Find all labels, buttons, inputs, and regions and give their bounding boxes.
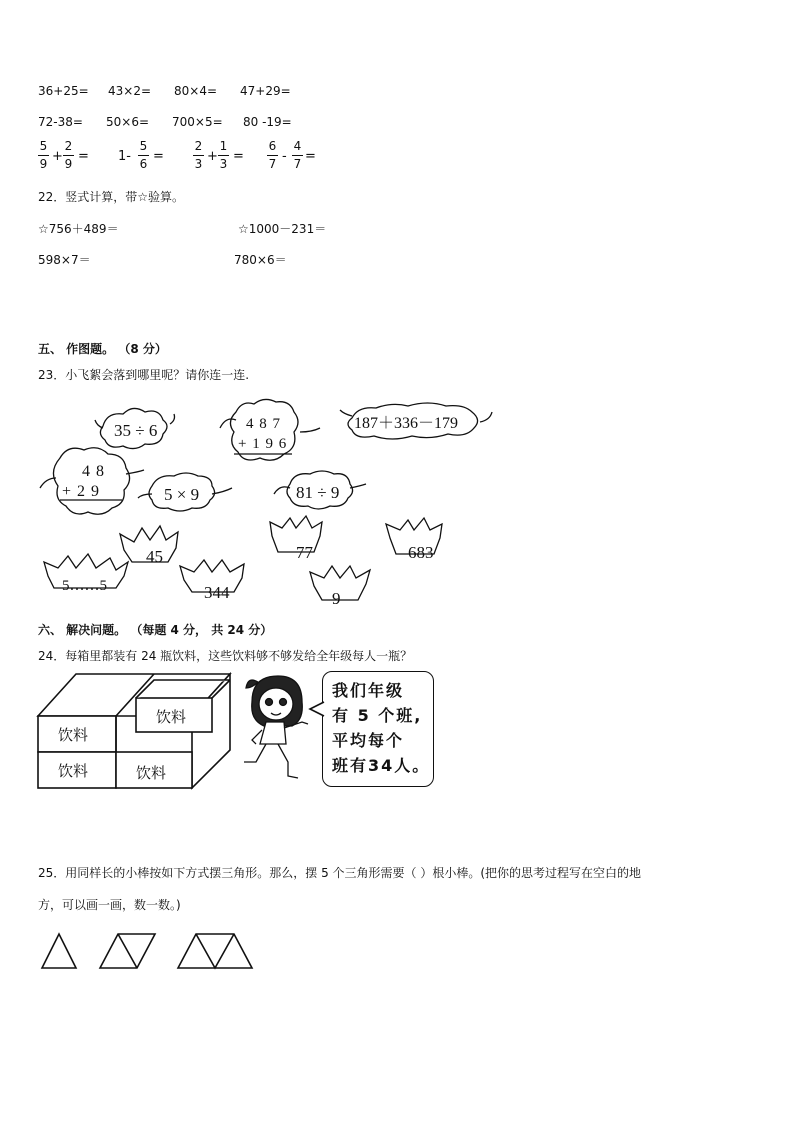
fraction: 2 9 (64, 139, 73, 171)
cloud-48-plus-29[interactable] (40, 448, 144, 515)
cloud-text: 4 8 (82, 463, 105, 480)
grass-text: 45 (146, 547, 163, 566)
calc-item: 598×7＝ (38, 253, 91, 267)
cloud-text: 187＋336－179 (354, 415, 459, 432)
fraction: 1 3 (219, 139, 228, 171)
calc-item: 50×6= (106, 115, 150, 129)
grass-text: 683 (408, 543, 434, 562)
triangle-sticks-figure (38, 928, 268, 974)
fraction: 5 9 (39, 139, 48, 171)
drink-boxes-figure (36, 670, 236, 792)
calc-item: 43×2= (108, 84, 152, 98)
cloud-text: + 1 9 6 (238, 436, 288, 452)
calc-item: ☆756＋489＝ (38, 222, 119, 236)
fraction: 5 6 (139, 139, 148, 171)
cloud-text: 5 × 9 (164, 485, 200, 504)
grass-text: 5……5 (62, 578, 107, 594)
speech-line: 我们年级 (332, 681, 405, 700)
speech-line: 有 5 个班, (332, 706, 423, 725)
grass-text: 344 (204, 583, 230, 602)
question-23-title: 23．小飞絮会落到哪里呢？请你连一连. (38, 368, 250, 382)
calc-item: 780×6＝ (234, 253, 287, 267)
equals-sign: = (153, 149, 164, 164)
grass-text: 77 (296, 543, 313, 562)
box-label: 饮料 (156, 710, 187, 726)
cloud-text: 81 ÷ 9 (296, 483, 340, 502)
speech-line: 班有34人。 (332, 756, 431, 775)
operator: + (207, 149, 218, 164)
question-22-title: 22．竖式计算，带☆验算。 (38, 190, 185, 204)
fraction: 4 7 (293, 139, 302, 171)
fraction: 6 7 (268, 139, 277, 171)
section-heading: 五、 作图题。 （8 分） (38, 342, 167, 356)
operator: 1- (118, 149, 131, 164)
equals-sign: = (233, 149, 244, 164)
box-label: 饮料 (136, 766, 167, 782)
speech-bubble (322, 671, 434, 787)
calc-item: ☆1000－231＝ (238, 222, 327, 236)
equals-sign: = (305, 149, 316, 164)
operator: + (52, 149, 63, 164)
calc-item: 700×5= (172, 115, 223, 129)
calc-item: 36+25= (38, 84, 89, 98)
question-24-title: 24．每箱里都装有 24 瓶饮料，这些饮料够不够发给全年级每人一瓶？ (38, 649, 413, 663)
speech-line: 平均每个 (332, 731, 405, 750)
cloud-text: 35 ÷ 6 (114, 421, 158, 440)
question-25-line2: 方，可以画一画，数一数。) (38, 898, 181, 912)
triangle-3 (178, 934, 252, 968)
operator: - (282, 149, 287, 164)
section-heading: 六、 解决问题。 （每题 4 分， 共 24 分） (38, 623, 273, 637)
dandelion-matching-figure (0, 390, 794, 620)
box-label: 饮料 (58, 728, 89, 744)
calc-item: 80×4= (174, 84, 218, 98)
question-25-line1: 25．用同样长的小棒按如下方式摆三角形。那么，摆 5 个三角形需要（ ）根小棒。(把你的思考过程写在空白的地 (38, 866, 642, 880)
grass-text: 9 (332, 589, 341, 608)
equals-sign: = (78, 149, 89, 164)
calc-item: 47+29= (240, 84, 291, 98)
cloud-text: 4 8 7 (246, 416, 281, 432)
box-label: 饮料 (58, 764, 89, 780)
speech-pointer (308, 700, 326, 718)
cloud-text: + 2 9 (62, 483, 101, 500)
girl-illustration (238, 672, 330, 784)
fraction: 2 3 (194, 139, 203, 171)
calc-item: 80 -19= (243, 115, 292, 129)
calc-item: 72-38= (38, 115, 83, 129)
triangle-1 (42, 934, 76, 968)
triangle-2 (100, 934, 155, 968)
